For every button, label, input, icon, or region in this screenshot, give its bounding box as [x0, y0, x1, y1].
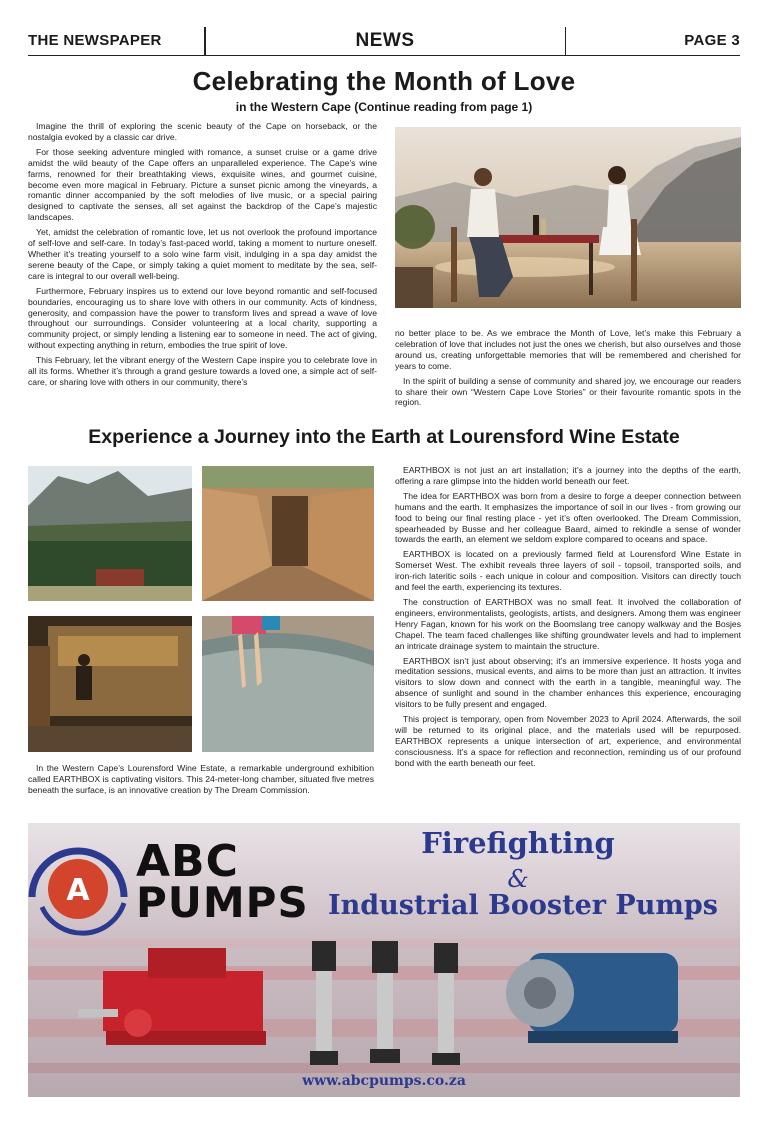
article2-paragraph: In the Western Cape’s Lourensford Wine Estate, a remarkable underground exhibition called EARTHBOX is captivating visitors. This 24-meter-long chamber, situated five metres beneath the surface, is an innovative creation by The Dream Commission. [28, 763, 374, 795]
article1-paragraph: This February, let the vibrant energy of the Western Cape inspire you to celebrate love in all its forms. Whether it’s through a grand gesture towards a loved one, a simple act of self-care, or sharing love with others in our community, there’s [28, 355, 377, 387]
article1-column-right [395, 328, 741, 418]
ad-tagline-ampersand: & [507, 865, 529, 893]
article2-paragraph: EARTHBOX isn’t just about observing; it’s an immersive experience. It hosts yoga and meditation sessions, musical events, and aims to be more than just an attraction. It invites visitors to slow down and connect with the earth in a tangible, meaningful way. The absence of sunlight and sound in the chamber enhances this experience, encouraging visitors to be fully present and engaged. [395, 655, 741, 710]
ad-tagline-booster-pumps: Industrial Booster Pumps [328, 890, 718, 921]
couple-sunset-photo [395, 127, 741, 308]
article1-column-left [28, 121, 377, 417]
article1-paragraph: Yet, amidst the celebration of romantic love, let us not overlook the profound importance of self-love and self-care. In today’s fast-paced world, taking a moment to nurture oneself. Whether it’s treating yourself to a solo wine farm visit, indulging in a spa day amidst the serene beauty of the Cape, or simply taking a quiet moment to meditate by the sea, self-care is integral to our overall well-being. [28, 227, 377, 281]
section-name: NEWS [355, 29, 415, 51]
brand-name-line2: PUMPS [136, 878, 309, 927]
article1-subheadline: in the Western Cape (Continue reading from page 1) [235, 100, 533, 114]
article1-paragraph: In the spirit of building a sense of community and shared joy, we encourage our readers to share their own “Western Cape Love Stories” or their favourite romantic spots in the region. [395, 375, 741, 408]
article2-paragraph: The idea for EARTHBOX was born from a desire to forge a deeper connection between humans and the earth. It emphasizes the importance of soil in our lives - from growing our food to being our final resting place - yet it’s often overlooked. The Dream Commission, spearheaded by Busse and her colleague Baard, aimed to rekindle a sense of wonder towards the earth, an element we seldom explore compared to oceans and space. [395, 490, 741, 545]
article2-headline: Experience a Journey into the Earth at Lourensford Wine Estate [88, 426, 680, 448]
ad-tagline-firefighting: Firefighting [421, 826, 615, 860]
article1-paragraph: For those seeking adventure mingled with romance, a sunset cruise or a game drive amidst the wild beauty of the Cape offers an unparalleled experience. The Cape’s wine farms, renowned for their breathtaking views, exquisite wines, and gourmet cuisine, become even more magical in February. Picture a sunset picnic among the vineyards, a romantic dinner accompanied by the soft melodies of live music, or a special pairing designed to captivate the senses, all set against the backdrop of the Cape’s majestic landscapes. [28, 146, 377, 223]
masthead [28, 26, 740, 56]
water-feet-photo [202, 616, 374, 752]
article2-paragraph: The construction of EARTHBOX was no small feat. It involved the collaboration of engineers, environmentalists, geologists, artists, and designers. Among them was engineer Henry Fagan, known for his work on the Boomslang tree canopy walkway and the Bosjes Chapel. The team faced challenges like shifting groundwater levels and had to implement an intricate drainage system to maintain the structure. [395, 596, 741, 651]
earth-chamber-entrance-photo [202, 466, 374, 601]
article2-caption-text [28, 763, 374, 813]
ad-website-link[interactable]: www.abcpumps.co.za [302, 1073, 466, 1089]
abc-pumps-advert[interactable] [28, 823, 740, 1097]
article1-headline: Celebrating the Month of Love [192, 66, 576, 96]
article1-paragraph: Imagine the thrill of exploring the scenic beauty of the Cape on horseback, or the nostalgia evoked by a classic car drive. [28, 121, 377, 142]
mountain-estate-photo [28, 466, 192, 601]
article2-paragraph: EARTHBOX is located on a previously farmed field at Lourensford Wine Estate in Somerset West. The exhibit reveals three layers of soil - topsoil, transported soils, and iron-rich lateritic soils - each unique in colour and composition. Visitors can directly touch and feel the earth, experiencing its textures. [395, 549, 741, 593]
article1-paragraph: no better place to be. As we embrace the Month of Love, let’s make this February a celebration of love that includes not just the ones we cherish, but also ourselves and those around us, creating unforgettable memories that will be remembered and cherished for years to come. [395, 328, 741, 371]
page-number: PAGE 3 [684, 32, 740, 49]
brand-name-line1: ABC [136, 836, 239, 887]
logo-badge-letter: A [66, 873, 90, 908]
article2-paragraph: EARTHBOX is not just an art installation; it’s a journey into the depths of the earth, offering a rare glimpse into the hidden world beneath our feet. [395, 465, 741, 486]
underground-chamber-photo [28, 616, 192, 752]
article1-paragraph: Furthermore, February inspires us to extend our love beyond romantic and self-focused boundaries, encouraging us to share love with others in our community. Acts of kindness, generosity, and compassion have the power to transform lives and spread a wave of love throughout our surroundings. Consider volunteering at a local charity, supporting a community project, or simply lending a listening ear to someone in need. The act of giving, without expecting anything in return, embodies the true spirit of love. [28, 285, 377, 351]
article2-column-right [395, 465, 741, 815]
paper-name: THE NEWSPAPER [28, 32, 162, 49]
earthbox-photo-grid [28, 466, 374, 752]
article2-paragraph: This project is temporary, open from November 2023 to April 2024. Afterwards, the soil will be returned to its original place, and the materials used will be repurposed. EARTHBOX represents a unique intersection of art, experience, and environmental consciousness. It’s a space for reflection and reconnection, reminding us of our profound bond with the earth beneath our feet. [395, 714, 741, 768]
pipeline-background [28, 823, 740, 1097]
